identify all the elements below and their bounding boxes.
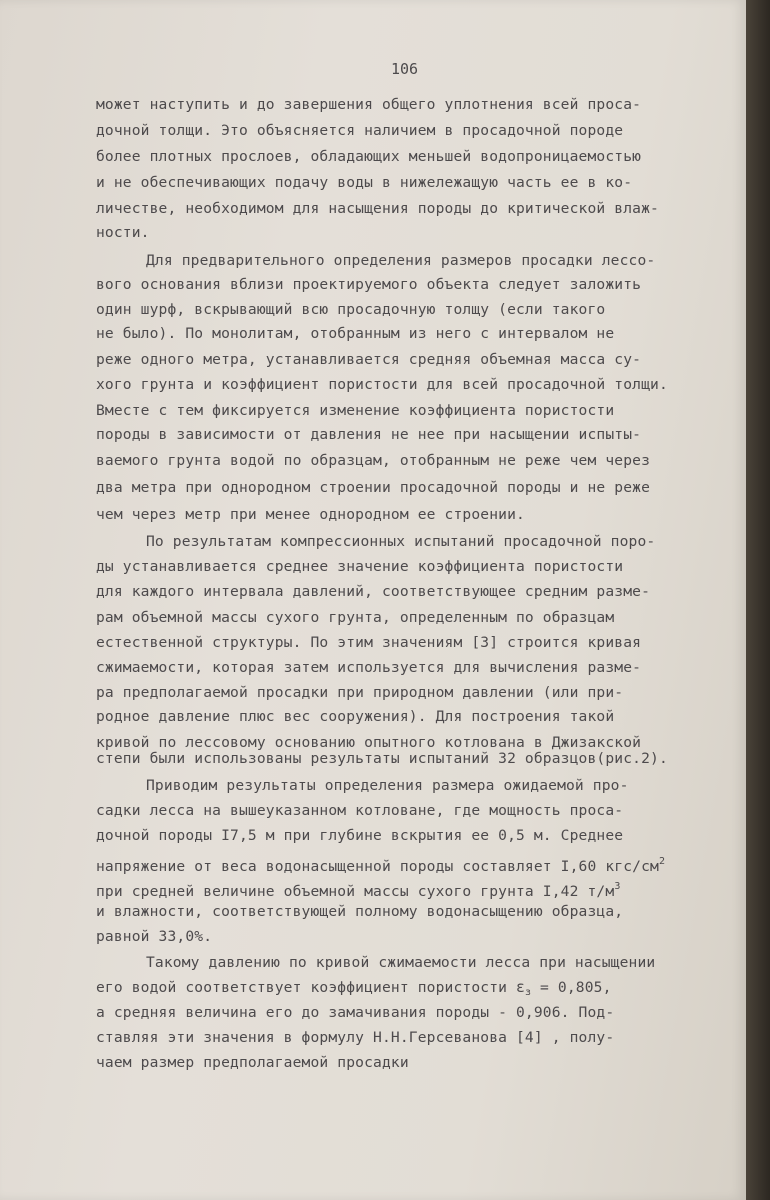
text-line: личестве, необходимом для насыщения породы до критической влаж- [96,200,659,217]
text-line: рам объемной массы сухого грунта, определенным по образцам [96,609,615,626]
book-binding-edge [746,0,770,1200]
text-line: вого основания вблизи проектируемого объекта следует заложить [96,276,642,293]
text-line: ности. [96,224,150,241]
text-line: степи были использованы результаты испытаний 32 образцов(рис.2). [96,750,668,767]
text-line: ра предполагаемой просадки при природном давлении (или при- [96,684,624,701]
text-line: чаем размер предполагаемой просадки [96,1054,409,1071]
text-line: и влажности, соответствующей полному водонасыщению образца, [96,903,624,920]
text-line [96,977,612,999]
text-line: родное давление плюс вес сооружения). Для построения такой [96,708,615,725]
text-line: дочной породы I7,5 м при глубине вскрытия ее 0,5 м. Среднее [96,827,624,844]
subscript: з [524,987,532,998]
text-line: более плотных прослоев, обладающих меньшей водопроницаемостью [96,148,642,165]
text-line: Вместе с тем фиксируется изменение коэффициента пористости [96,402,615,419]
page-number: 106 [391,60,419,78]
text-line: и не обеспечивающих подачу воды в нижележащую часть ее в ко- [96,174,633,191]
text-line: ваемого грунта водой по образцам, отобранным не реже чем через [96,452,651,469]
text-line: По результатам компрессионных испытаний просадочной поро- [146,533,656,550]
text-line: Для предварительного определения размеров просадки лессо- [146,252,656,269]
superscript: 3 [614,881,621,892]
text-line: кривой по лессовому основанию опытного котлована в Джизакской [96,734,642,751]
text-line-content: его водой соответствует коэффициент пористости ε [96,979,525,996]
text-line: один шурф, вскрывающий всю просадочную толщу (если такого [96,301,606,318]
text-line: Такому давлению по кривой сжимаемости лесса при насыщении [146,954,656,971]
text-line: равной 33,0%. [96,928,213,945]
text-line: чем через метр при менее однородном ее строении. [96,506,525,523]
text-line [96,876,620,898]
text-line: для каждого интервала давлений, соответствующее средним разме- [96,583,651,600]
text-line: ставляя эти значения в формулу Н.Н.Герсеванова [4] , полу- [96,1029,615,1046]
text-line: два метра при однородном строении просадочной породы и не реже [96,479,651,496]
text-line: а средняя величина его до замачивания породы - 0,906. Под- [96,1004,615,1021]
text-line: породы в зависимости от давления не нее при насыщении испыты- [96,426,642,443]
text-line-content: напряжение от веса водонасыщенной породы составляет I,60 кгс/см [96,858,659,875]
text-line [96,851,665,873]
text-line: может наступить и до завершения общего уплотнения всей проса- [96,96,642,113]
text-line-content: при средней величине объемной массы сухого грунта I,42 т/м [96,883,615,900]
formula-value: = 0,805, [531,979,612,996]
text-line: реже одного метра, устанавливается средняя объемная масса су- [96,351,642,368]
text-line: Приводим результаты определения размера ожидаемой про- [146,777,629,794]
text-line: сжимаемости, которая затем используется для вычисления разме- [96,659,642,676]
text-line: не было). По монолитам, отобранным из него с интервалом не [96,325,615,342]
text-line: хого грунта и коэффициент пористости для всей просадочной толщи. [96,376,668,393]
superscript: 2 [658,856,666,867]
text-line: ды устанавливается среднее значение коэффициента пористости [96,558,624,575]
text-line: естественной структуры. По этим значениям [3] строится кривая [96,634,642,651]
text-line: дочной толщи. Это объясняется наличием в просадочной породе [96,122,624,139]
text-line: садки лесса на вышеуказанном котловане, где мощность проса- [96,802,624,819]
